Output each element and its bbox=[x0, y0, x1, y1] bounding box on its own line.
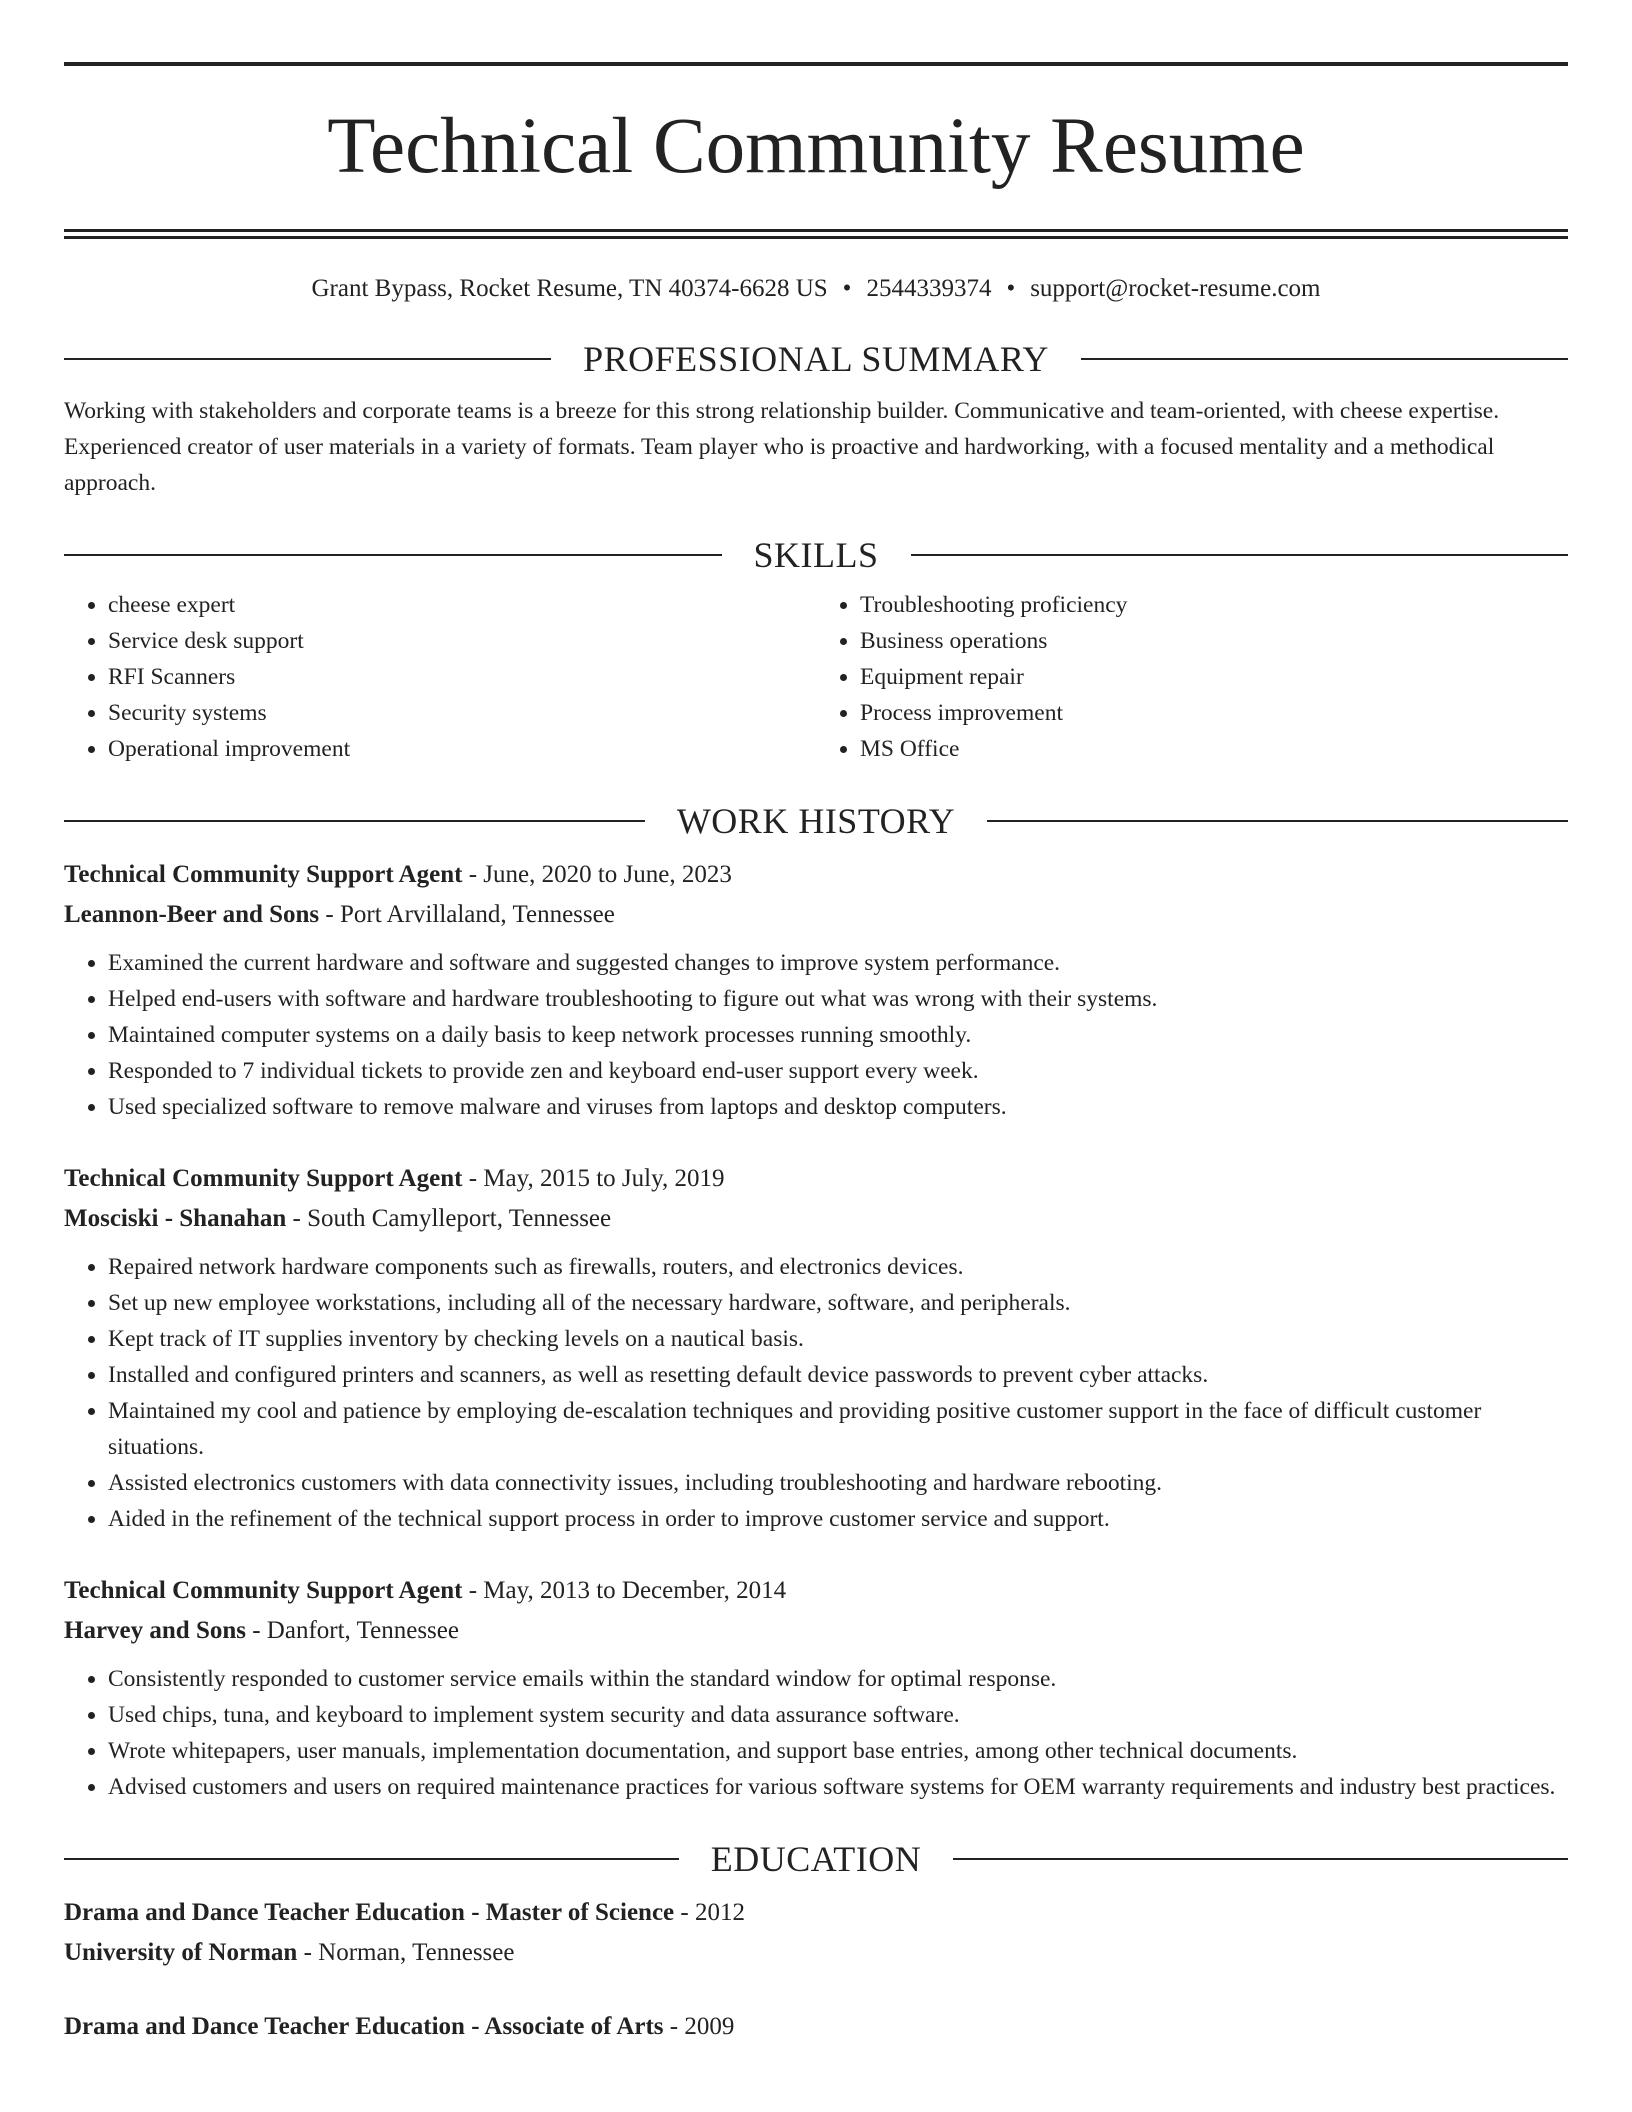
skill-item: • Process improvement bbox=[860, 695, 1568, 731]
summary-text: Working with stakeholders and corporate teams is a breeze for this strong relationship builder. Communicative and team-oriented, with cheese expertise. Experienced creator of user materials in a variety of formats. Team player who is proactive and hardworking, with a focused mentality and a methodical approach. bbox=[64, 398, 1500, 496]
section-title: WORK HISTORY bbox=[676, 801, 956, 841]
list-item: • Used chips, tuna, and keyboard to implement system security and data assurance software. bbox=[108, 1697, 1568, 1733]
list-item: • Examined the current hardware and software and suggested changes to improve system performance. bbox=[108, 945, 1568, 981]
contact-line bbox=[64, 273, 1568, 305]
divider bbox=[1081, 358, 1568, 360]
job-company: Leannon-Beer and Sons bbox=[64, 901, 320, 928]
job-company: Mosciski - Shanahan bbox=[64, 1205, 287, 1232]
job-dates: - June, 2020 to June, 2023 bbox=[462, 861, 732, 888]
top-rule bbox=[64, 62, 1568, 66]
page-title: Technical Community Resume bbox=[327, 103, 1305, 190]
job-company-line bbox=[64, 895, 1568, 935]
resume-page bbox=[64, 0, 1568, 2047]
degree-line bbox=[64, 2007, 1568, 2047]
job-location: - South Camylleport, Tennessee bbox=[286, 1205, 612, 1232]
skills-column-left bbox=[64, 587, 816, 767]
list-item: • Helped end-users with software and hardware troubleshooting to figure out what was wrong with their systems. bbox=[108, 981, 1568, 1017]
skill-item: • Equipment repair bbox=[860, 659, 1568, 695]
divider bbox=[64, 358, 551, 360]
school: University of Norman bbox=[64, 1939, 298, 1966]
section-title: EDUCATION bbox=[710, 1839, 922, 1879]
school-location: - Norman, Tennessee bbox=[297, 1939, 515, 1966]
divider bbox=[987, 820, 1568, 822]
job-company-line bbox=[64, 1199, 1568, 1239]
skill-item: • Service desk support bbox=[108, 623, 816, 659]
list-item: • Assisted electronics customers with data connectivity issues, including troubleshooting and hardware rebooting. bbox=[108, 1465, 1568, 1501]
degree: Drama and Dance Teacher Education - Associate of Arts bbox=[64, 2013, 664, 2040]
contact-separator: • bbox=[842, 275, 852, 302]
contact-separator: • bbox=[1006, 275, 1016, 302]
section-heading-work bbox=[64, 801, 1568, 841]
degree-year: - 2012 bbox=[674, 1899, 745, 1926]
job-location: - Port Arvillaland, Tennessee bbox=[319, 901, 615, 928]
skill-item: • MS Office bbox=[860, 731, 1568, 767]
skill-item: • Security systems bbox=[108, 695, 816, 731]
list-item: • Repaired network hardware components such as firewalls, routers, and electronics devices. bbox=[108, 1249, 1568, 1285]
list-item: • Advised customers and users on required maintenance practices for various software systems for OEM warranty requirements and industry best practices. bbox=[108, 1769, 1568, 1805]
job-title: Technical Community Support Agent bbox=[64, 861, 463, 888]
list-item: • Consistently responded to customer service emails within the standard window for optimal response. bbox=[108, 1661, 1568, 1697]
list-item: • Wrote whitepapers, user manuals, implementation documentation, and support base entries, among other technical documents. bbox=[108, 1733, 1568, 1769]
list-item: • Aided in the refinement of the technical support process in order to improve customer service and support. bbox=[108, 1501, 1568, 1537]
job-location: - Danfort, Tennessee bbox=[245, 1617, 459, 1644]
degree: Drama and Dance Teacher Education - Master of Science bbox=[64, 1899, 675, 1926]
skill-item: • Operational improvement bbox=[108, 731, 816, 767]
list-item: • Kept track of IT supplies inventory by checking levels on a nautical basis. bbox=[108, 1321, 1568, 1357]
degree-year: - 2009 bbox=[663, 2013, 735, 2040]
list-item: • Maintained my cool and patience by employing de-escalation techniques and providing positive customer support in the face of difficult customer situations. bbox=[108, 1393, 1568, 1465]
job-entry bbox=[64, 855, 1568, 1125]
education-entry bbox=[64, 2007, 1568, 2047]
section-heading-skills bbox=[64, 535, 1568, 575]
skill-item: • Business operations bbox=[860, 623, 1568, 659]
job-dates: - May, 2015 to July, 2019 bbox=[462, 1165, 725, 1192]
job-bullets bbox=[64, 945, 1568, 1125]
job-entry bbox=[64, 1571, 1568, 1805]
job-company: Harvey and Sons bbox=[64, 1617, 246, 1644]
skill-item: • RFI Scanners bbox=[108, 659, 816, 695]
job-title-line bbox=[64, 1571, 1568, 1611]
contact-email: support@rocket-resume.com bbox=[1030, 275, 1321, 302]
job-title-line bbox=[64, 855, 1568, 895]
list-item: • Used specialized software to remove malware and viruses from laptops and desktop computers. bbox=[108, 1089, 1568, 1125]
job-title: Technical Community Support Agent bbox=[64, 1577, 463, 1604]
divider bbox=[911, 554, 1569, 556]
divider bbox=[953, 1858, 1568, 1860]
degree-line bbox=[64, 1893, 1568, 1933]
list-item: • Maintained computer systems on a daily basis to keep network processes running smoothly. bbox=[108, 1017, 1568, 1053]
skill-item: • Troubleshooting proficiency bbox=[860, 587, 1568, 623]
skill-item: • cheese expert bbox=[108, 587, 816, 623]
contact-address: Grant Bypass, Rocket Resume, TN 40374-6628 US bbox=[311, 275, 828, 302]
section-title: SKILLS bbox=[753, 535, 879, 575]
divider bbox=[64, 554, 722, 556]
section-heading-education bbox=[64, 1839, 1568, 1879]
job-entry bbox=[64, 1159, 1568, 1537]
school-line bbox=[64, 1933, 1568, 1973]
contact-phone: 2544339374 bbox=[866, 275, 992, 302]
title-double-rule bbox=[64, 229, 1568, 239]
divider bbox=[64, 1858, 679, 1860]
job-company-line bbox=[64, 1611, 1568, 1651]
skills-column-right bbox=[816, 587, 1568, 767]
education-entry bbox=[64, 1893, 1568, 1973]
divider bbox=[64, 820, 645, 822]
job-title-line bbox=[64, 1159, 1568, 1199]
section-heading-summary bbox=[64, 339, 1568, 379]
list-item: • Set up new employee workstations, including all of the necessary hardware, software, and peripherals. bbox=[108, 1285, 1568, 1321]
list-item: • Responded to 7 individual tickets to provide zen and keyboard end-user support every week. bbox=[108, 1053, 1568, 1089]
section-title: PROFESSIONAL SUMMARY bbox=[583, 339, 1049, 379]
job-title: Technical Community Support Agent bbox=[64, 1165, 463, 1192]
job-dates: - May, 2013 to December, 2014 bbox=[462, 1577, 787, 1604]
job-bullets bbox=[64, 1661, 1568, 1805]
list-item: • Installed and configured printers and scanners, as well as resetting default device passwords to prevent cyber attacks. bbox=[108, 1357, 1568, 1393]
job-bullets bbox=[64, 1249, 1568, 1537]
skills-list bbox=[64, 587, 1568, 767]
